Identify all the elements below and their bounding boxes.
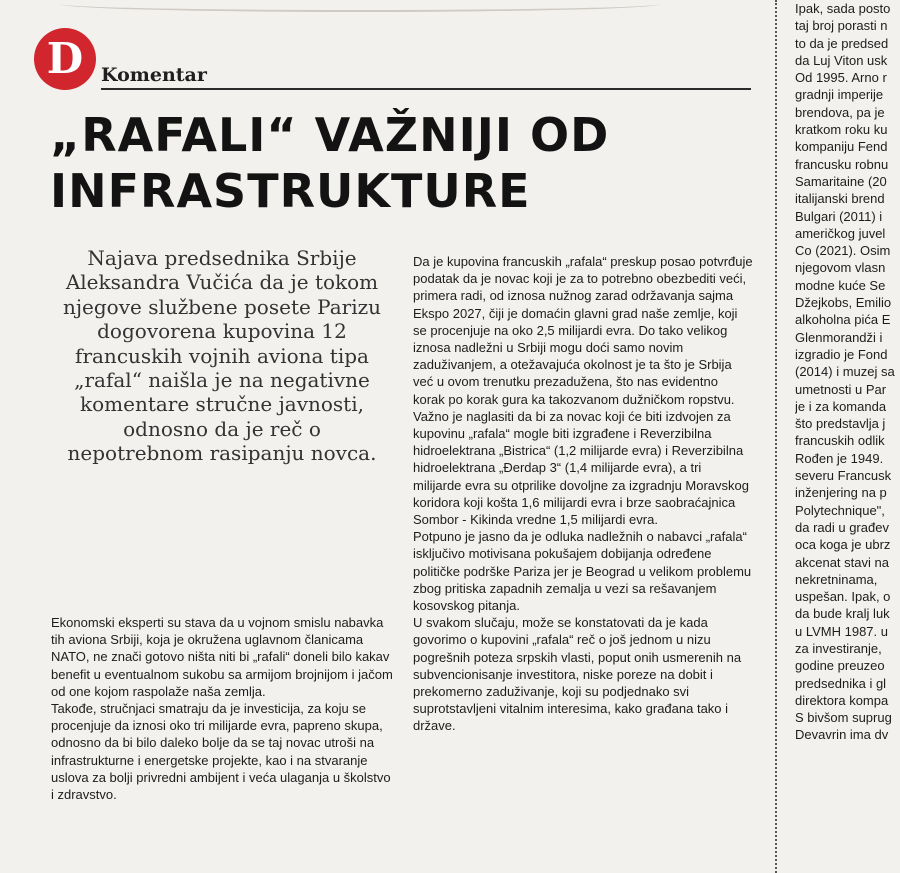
middle-text-column (413, 253, 753, 735)
text-line: da bude kralj luk (795, 606, 890, 622)
text-line: inženjering na p (795, 485, 887, 501)
text-line: njegovom vlasn (795, 260, 886, 276)
paragraph: Takođe, stručnjaci smatraju da je investicija, za koju se procenjuje da iznosi oko tri milijarde evra, papreno skupa, odnosno da bi bilo daleko bolje da se taj novac utroši na infrastrukturne i energetske projekte, kao i na stvaranje uslova za bolji privredni ambijent i veća ulaganja u školstvo i zdravstvo. (51, 701, 391, 803)
text-line: Glenmorandži i (795, 329, 883, 345)
text-line: brendova, pa je (795, 104, 885, 120)
text-line: Od 1995. Arno r (795, 70, 887, 86)
text-line: severu Francusk (795, 468, 892, 484)
text-line: da radi u građev (795, 519, 889, 535)
text-line: Co (2021). Osim (795, 243, 891, 259)
text-line: gradnji imperije (795, 87, 884, 103)
text-line: kompaniju Fend (795, 139, 888, 155)
text-line: u LVMH 1987. u (795, 623, 888, 639)
paragraph: Potpuno je jasno da je odluka nadležnih o nabavci „rafala“ isključivo motivisana pokušajem dobijanja određene političke podrške Pariza jer je Beograd u velikom problemu zbog pritiska zapadnih zemalja u vezi sa rešavanjem kosovskog pitanja. (413, 529, 752, 614)
text-line: za investiranje, (795, 640, 882, 656)
text-line: Džejkobs, Emilio (795, 295, 892, 311)
text-line: nekretninama, (795, 571, 878, 587)
paragraph: Važno je naglasiti da bi za novac koji će biti izdvojen za kupovinu „rafala“ mogle biti izgrađene i Reverzibilna hidroelektrana „Bistrica“ (1,2 milijarde evra) i Reverzibilna hidroelektrana „Đerdap 3“ (1,4 milijarde evra), a tri milijarde evra su otprilike dovoljne za izgradnju Moravskog koridora koji košta 1,6 milijardi evra i brze saobraćajnica Sombor - Kikinda vredne 1,5 milijardi evra. (413, 408, 749, 528)
text-line: godine preuzeo (795, 658, 885, 674)
section-label: Komentar (101, 64, 207, 86)
right-text-column-cropped (795, 0, 900, 744)
text-line: oca koga je ubrz (795, 537, 891, 553)
text-line: da Luj Viton usk (795, 52, 888, 68)
text-line: Rođen je 1949. (795, 450, 884, 466)
text-line: direktora kompa (795, 692, 889, 708)
text-line: izgradio je Fond (795, 346, 888, 362)
text-line: taj broj porasti n (795, 18, 888, 34)
page-fold-curve (60, 0, 660, 12)
text-line: Samaritaine (20 (795, 173, 887, 189)
text-line: francusku robnu (795, 156, 889, 172)
text-line: je i za komanda (795, 398, 887, 414)
section-rule (101, 88, 751, 90)
text-line: uspešan. Ipak, o (795, 589, 891, 605)
article-headline: „RAFALI“ VAŽNIJI OD INFRASTRUKTURE (50, 108, 610, 218)
text-line: Devavrin ima dv (795, 727, 889, 743)
paragraph: Ekonomski eksperti su stava da u vojnom smislu nabavka tih aviona Srbiji, koja je okružena uglavnom članicama NATO, ne znači gotovo ništa niti bi „rafali“ doneli bilo kakav benefit u eventualnom sukobu sa armijom brojnijom i jačom od one kojom raspolaže naša zemlja. (51, 615, 393, 699)
text-line: to da je predsed (795, 35, 889, 51)
text-line: Ipak, sada posto (795, 1, 891, 16)
text-line: (2014) i muzej sa (795, 364, 895, 380)
text-line: što predstavlja j (795, 416, 886, 432)
column-divider (775, 0, 777, 873)
text-line: akcenat stavi na (795, 554, 889, 570)
publication-logo: D (34, 28, 96, 90)
article-lead: Najava predsednika Srbije Aleksandra Vučića da je tokom njegove službene posete Parizu dogovorena kupovina 12 francuskih vojnih aviona tipa „rafal“ naišla je na negativne komentare stručne javnosti, odnosno da je reč o nepotrebnom rasipanju novca. (62, 246, 382, 466)
text-line: Polytechnique", (795, 502, 885, 518)
text-line: francuskih odlik (795, 433, 885, 449)
text-line: umetnosti u Par (795, 381, 887, 397)
left-text-column (51, 614, 396, 803)
text-line: kratkom roku ku (795, 122, 888, 138)
paragraph: Da je kupovina francuskih „rafala“ preskup posao potvrđuje podatak da je novac koji je za to potrebno obezbediti veći, primera radi, od iznosa nužnog zarad održavanja sajma Ekspo 2027, čiji je domaćin glavni grad naše zemlje, koji se procenjuje na oko 2,5 milijardi evra. Do tako velikog iznosa nadležni u Srbiji mogu doći samo novim zaduživanjem, a otežavajuća okolnost je ta što je Srbija već u ovom trenutku prezadužena, što nas evidentno korak po korak gura ka takozvanom dužničkom ropstvu. (413, 254, 753, 407)
text-line: S bivšom suprug (795, 710, 892, 726)
text-line: italijanski brend (795, 191, 885, 207)
text-line: američkog juvel (795, 225, 886, 241)
paragraph: U svakom slučaju, može se konstatovati da je kada govorimo o kupovini „rafala“ reč o još jednom u nizu pogrešnih poteza srpskih vlasti, poput onih usmerenih na subvencionisanje investitora, niske poreze na dobit i prekomerno zaduživanje, koji su podjednako svi suprotstavljeni vitalnim interesima, kako građana tako i države. (413, 615, 742, 734)
text-line: Bulgari (2011) i (795, 208, 883, 224)
text-line: predsednika i gl (795, 675, 887, 691)
text-line: alkoholna pića E (795, 312, 891, 328)
text-line: modne kuće Se (795, 277, 886, 293)
